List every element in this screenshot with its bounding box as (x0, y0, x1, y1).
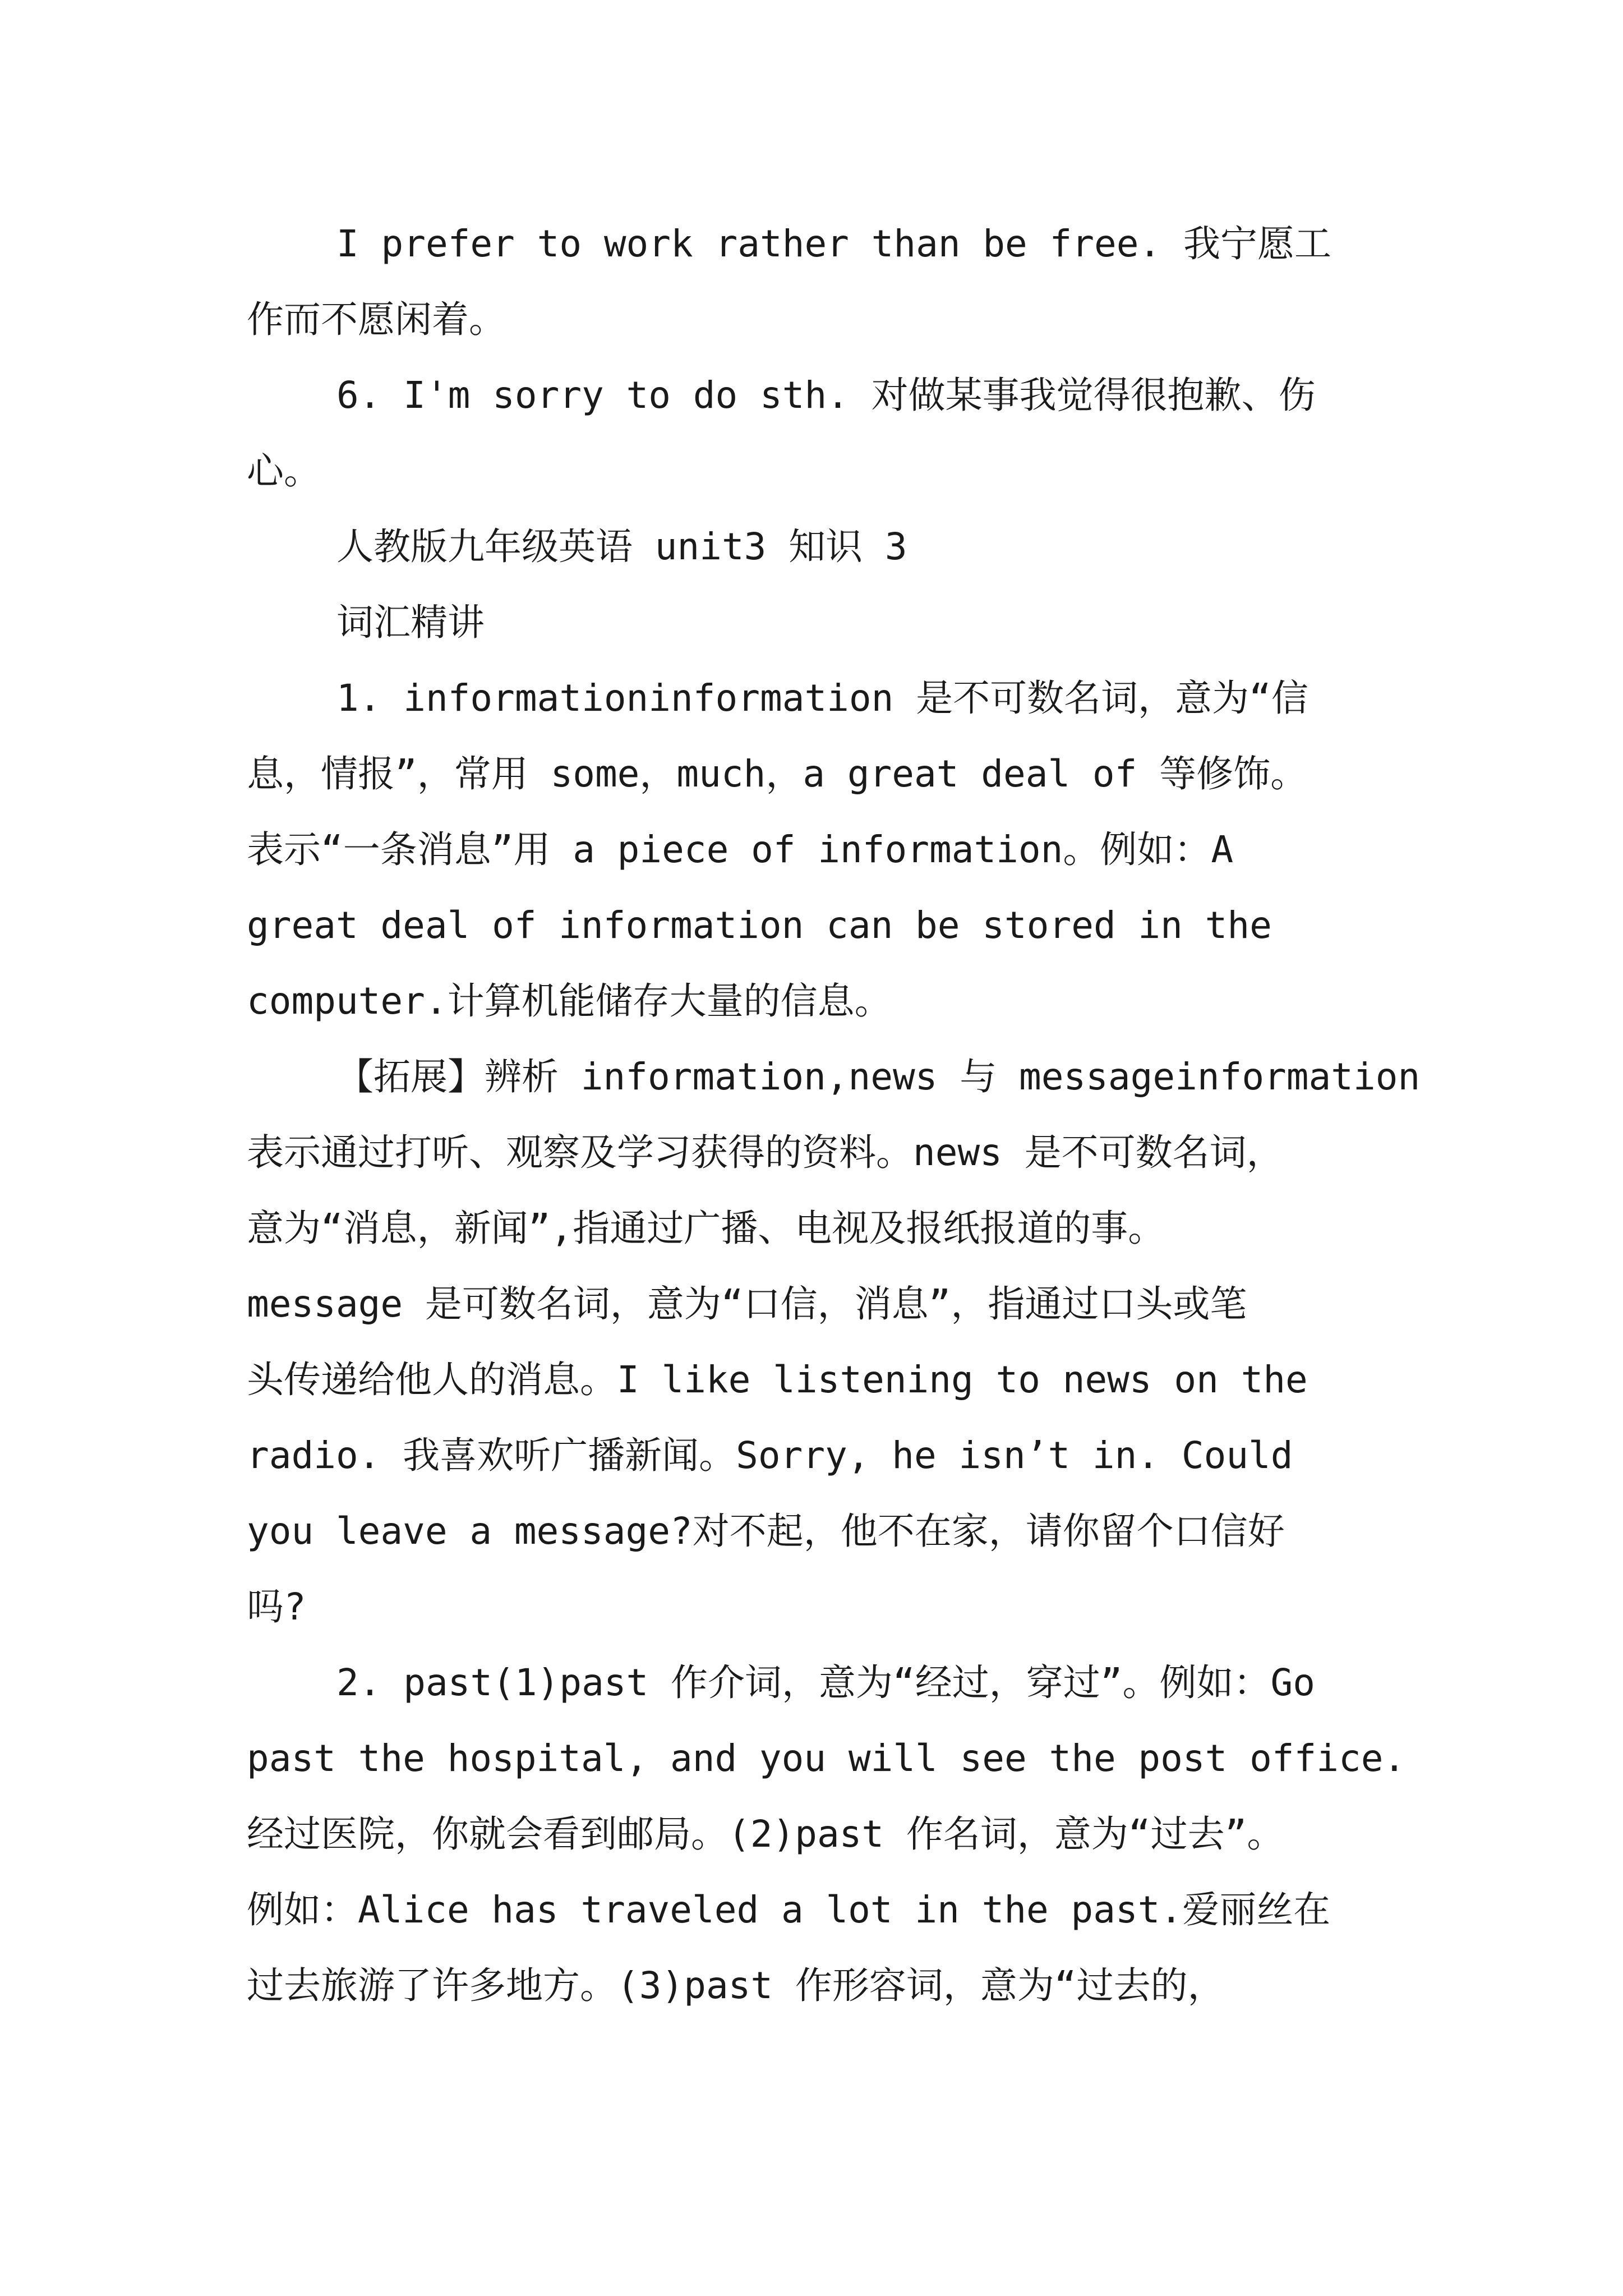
subsection-heading: 词汇精讲 (336, 601, 485, 644)
text-line-4: 心。 (247, 449, 321, 493)
text-line-16: 头传递给他人的消息。I like listening to news on the (247, 1358, 1308, 1401)
text-line-11: computer.计算机能储存大量的信息。 (247, 979, 892, 1023)
text-line-2: 作而不愿闲着。 (247, 298, 506, 341)
text-line-9: 表示“一条消息”用 a piece of information。例如：A (247, 828, 1234, 871)
text-line-14: 意为“消息，新闻”,指通过广播、电视及报纸报道的事。 (247, 1207, 1165, 1250)
text-line-22: 经过医院，你就会看到邮局。(2)past 作名词，意为“过去”。 (247, 1812, 1284, 1856)
text-line-13: 表示通过打听、观察及学习获得的资料。news 是不可数名词， (247, 1131, 1284, 1174)
text-line-18: you leave a message?对不起，他不在家，请你留个口信好 (247, 1510, 1285, 1553)
text-line-17: radio. 我喜欢听广播新闻。Sorry, he isn’t in. Could (247, 1434, 1293, 1477)
text-line-19: 吗? (247, 1585, 306, 1628)
text-line-7: 1. informationinformation 是不可数名词，意为“信 (336, 677, 1308, 720)
text-line-15: message 是可数名词，意为“口信，消息”，指通过口头或笔 (247, 1282, 1247, 1326)
text-line-23: 例如：Alice has traveled a lot in the past.爱丽丝在 (247, 1888, 1331, 1931)
text-line-3: 6. I'm sorry to do sth. 对做某事我觉得很抱歉、伤 (336, 374, 1316, 417)
text-line-24: 过去旅游了许多地方。(3)past 作形容词，意为“过去的， (247, 1964, 1225, 2007)
text-line-20: 2. past(1)past 作介词，意为“经过，穿过”。例如：Go (336, 1661, 1315, 1704)
text-line-12: 【拓展】辨析 information,news 与 messageinformation (336, 1055, 1421, 1098)
section-heading: 人教版九年级英语 unit3 知识 3 (336, 525, 907, 568)
text-line-8: 息，情报”，常用 some，much，a great deal of 等修饰。 (247, 752, 1308, 795)
text-line-1: I prefer to work rather than be free. 我宁愿工 (336, 222, 1331, 265)
text-line-10: great deal of information can be stored in the (247, 904, 1272, 947)
text-line-21: past the hospital, and you will see the post office. (247, 1737, 1406, 1780)
